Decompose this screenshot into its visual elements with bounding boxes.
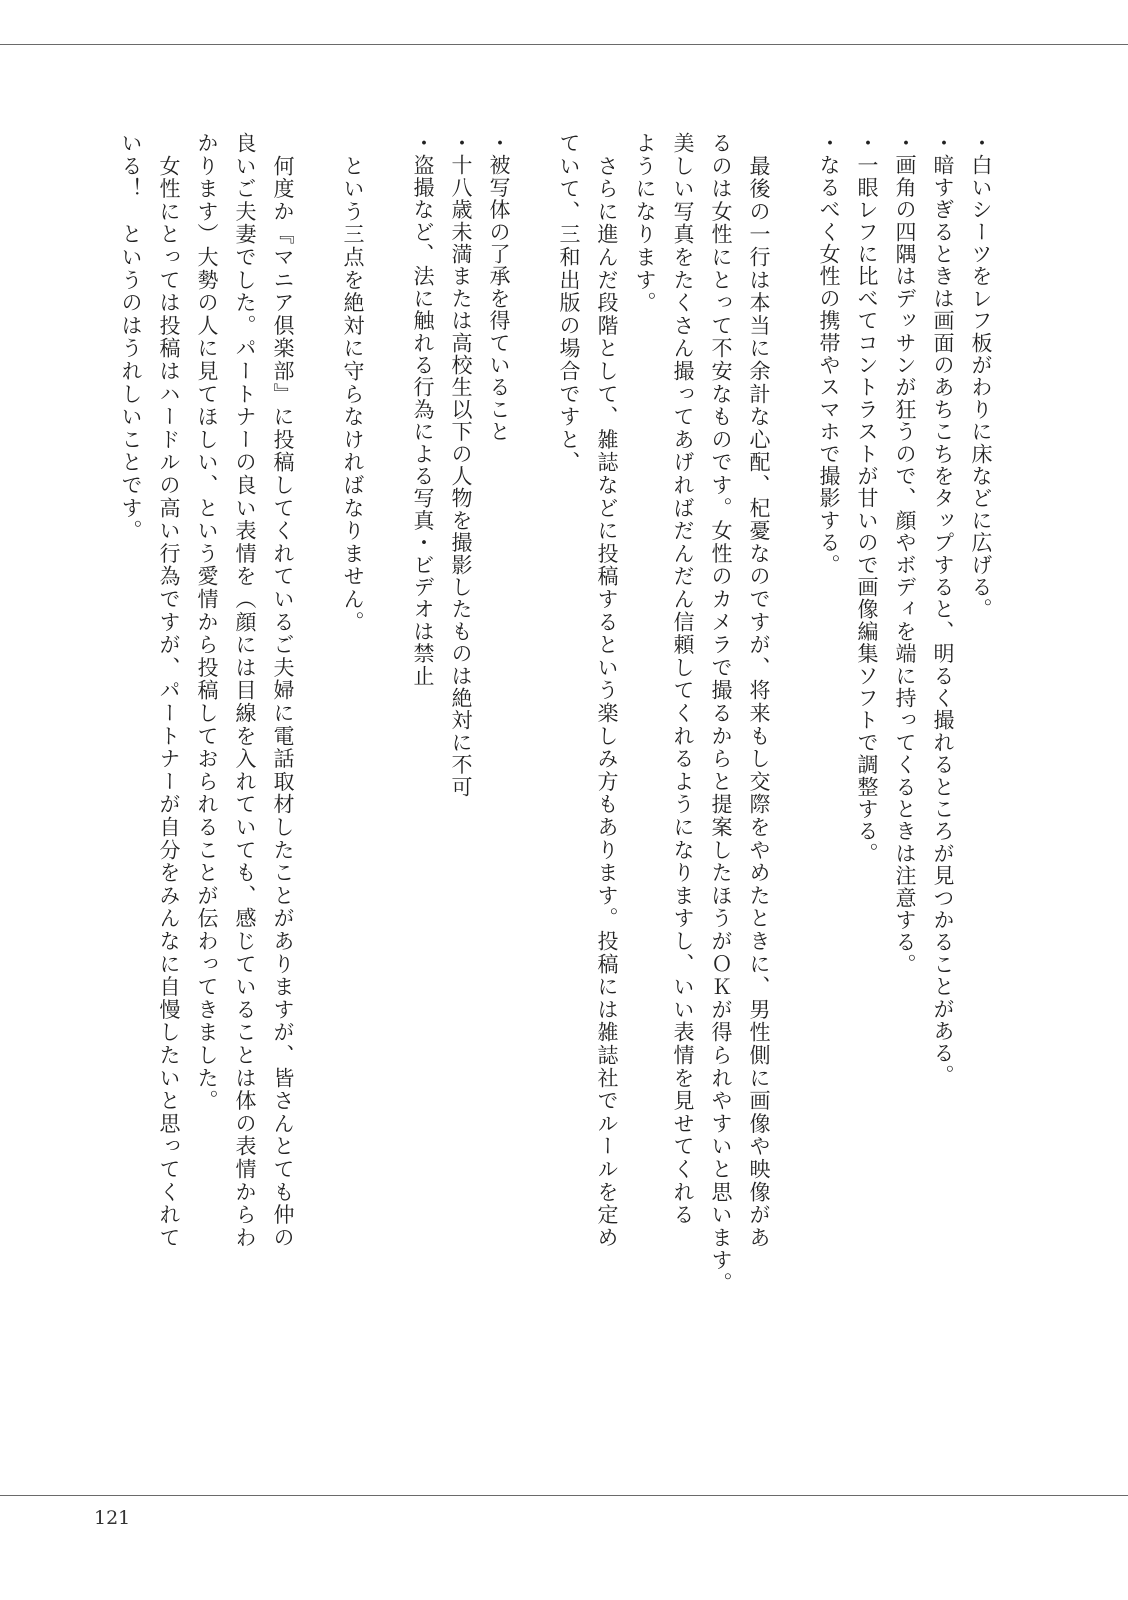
header-rule: [0, 44, 1128, 45]
paragraph-line: ていて、三和出版の場合ですと、: [557, 132, 581, 474]
paragraph-line: ようになります。: [633, 132, 657, 315]
list-item: ・画角の四隅はデッサンが狂うので、顔やボディを端に持ってくるときは注意する。: [893, 132, 917, 976]
paragraph-line: 女性にとっては投稿はハードルの高い行為ですが、パートナーが自分をみんなに自慢したいと思ってくれて: [157, 132, 181, 1250]
vertical-text-body: [100, 132, 1000, 1432]
paragraph-line: 良いご夫妻でした。パートナーの良い表情を（顔には目線を入れていても、感じていることは体の表情からわ: [233, 132, 257, 1250]
paragraph-line: かります）大勢の人に見てほしい、という愛情から投稿しておられることが伝わってきました。: [195, 132, 219, 1113]
list-item: ・盗撮など、法に触れる行為による写真・ビデオは禁止: [411, 132, 435, 687]
list-item: ・なるべく女性の携帯やスマホで撮影する。: [817, 132, 841, 576]
paragraph-line: さらに進んだ段階として、雑誌などに投稿するという楽しみ方もあります。投稿には雑誌社でルールを定め: [595, 132, 619, 1250]
spacer: [302, 132, 334, 1432]
paragraph-line: 何度か『マニア倶楽部』に投稿してくれているご夫婦に電話取材したことがありますが、皆さんとても仲の: [271, 132, 295, 1250]
paragraph-line: という三点を絶対に守らなければなりません。: [341, 132, 365, 634]
paragraph-line: いる！ というのはうれしいことです。: [119, 132, 143, 543]
list-item: ・十八歳未満または高校生以下の人物を撮影したものは絶対に不可: [449, 132, 473, 798]
paragraph-line: 最後の一行は本当に余計な心配、杞憂なのですが、将来もし交際をやめたときに、男性側に画像や映像があ: [747, 132, 771, 1250]
list-item: ・一眼レフに比べてコントラストが甘いので画像編集ソフトで調整する。: [855, 132, 879, 865]
footer-rule: [0, 1495, 1128, 1496]
spacer: [372, 132, 404, 1432]
list-item: ・被写体の了承を得ていること: [487, 132, 511, 443]
list-item: ・白いシーツをレフ板がわりに床などに広げる。: [969, 132, 993, 621]
list-item: ・暗すぎるときは画面のあちこちをタップすると、明るく撮れるところが見つかることがある。: [931, 132, 955, 1087]
paragraph-line: るのは女性にとって不安なものです。女性のカメラで撮るからと提案したほうがＯＫが得られやすいと思います。: [709, 132, 733, 1295]
page-number: 121: [94, 1507, 131, 1529]
paragraph-line: 美しい写真をたくさん撮ってあげればだんだん信頼してくれるようになりますし、いい表情を見せてくれる: [671, 132, 695, 1227]
spacer: [518, 132, 550, 1432]
spacer: [778, 132, 810, 1432]
